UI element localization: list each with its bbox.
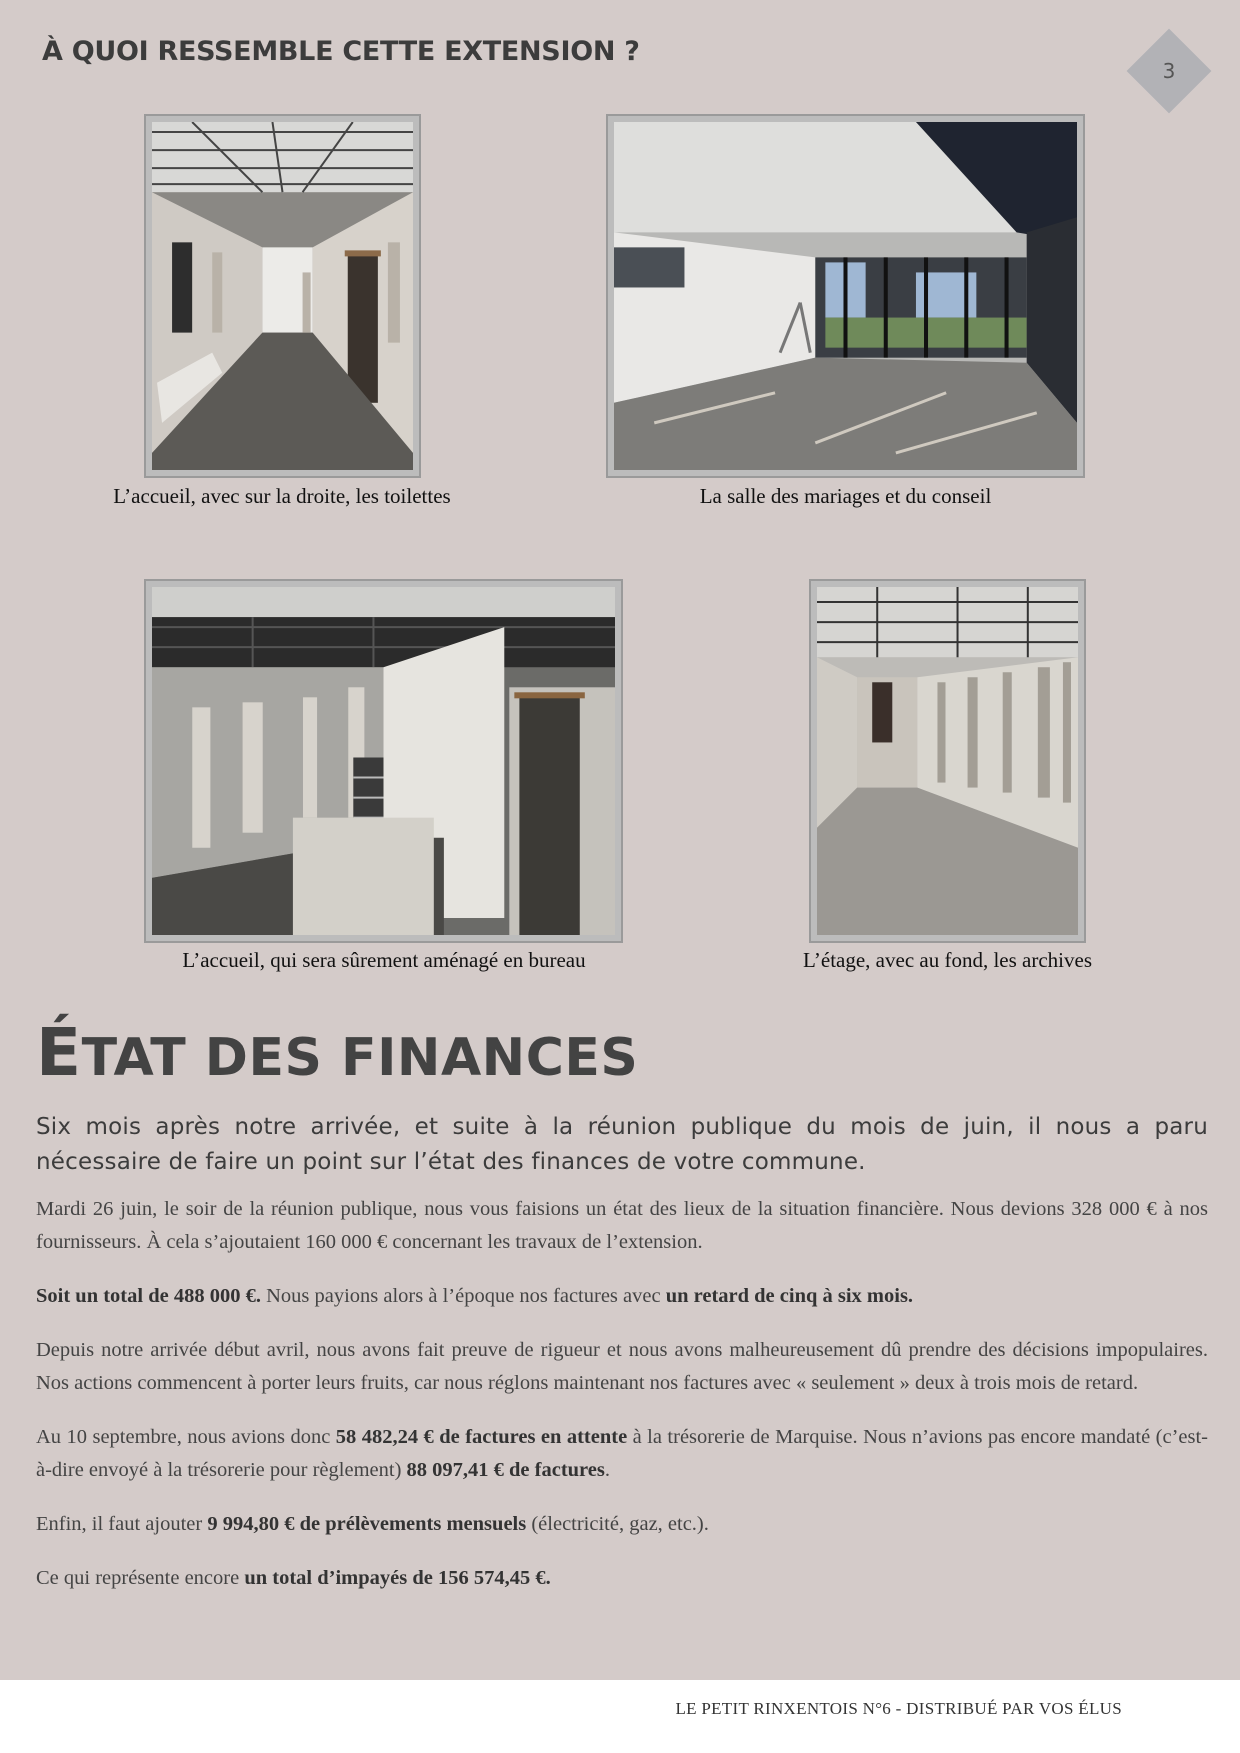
photo-etage-archives: [809, 579, 1086, 943]
finances-body: [36, 1193, 1208, 1616]
section-heading-extension: À QUOI RESSEMBLE CETTE EXTENSION ?: [42, 36, 640, 67]
paragraph-4: Au 10 septembre, nous avions donc 58 482,24 € de factures en attente à la trésorerie de Marquise. Nous n’avions pas encore mandaté (c’est-à-dire envoyé à la trésorerie pour règlement) 88 097,41 € de factures.: [36, 1426, 1208, 1481]
photo-accueil-corridor: [144, 114, 421, 478]
title-rest: TAT DES FINANCES: [81, 1028, 639, 1088]
photo-accueil-bureau: [144, 579, 623, 943]
caption-photo-4: L’étage, avec au fond, les archives: [802, 948, 1092, 972]
caption-photo-1: L’accueil, avec sur la droite, les toilettes: [113, 484, 451, 508]
paragraph-2: Soit un total de 488 000 €. Nous payions alors à l’époque nos factures avec un retard de cinq à six mois.: [36, 1285, 914, 1307]
total-impayes: un total d’impayés de 156 574,45 €.: [244, 1567, 551, 1589]
section-title-finances: [36, 1014, 639, 1091]
paragraph-3: Depuis notre arrivée début avril, nous avons fait preuve de rigueur et nous avons malheureusement dû prendre des décisions impopulaires. Nos actions commencent à porter leurs fruits, car nous réglons maintenant nos factures avec « seulement » deux à trois mois de retard.: [36, 1339, 1208, 1394]
paragraph-5: Enfin, il faut ajouter 9 994,80 € de prélèvements mensuels (électricité, gaz, etc.).: [36, 1513, 709, 1535]
footer-text: LE PETIT RINXENTOIS N°6 - DISTRIBUÉ PAR VOS ÉLUS: [675, 1699, 1122, 1718]
photo-salle-mariages: [606, 114, 1085, 478]
total-488000: Soit un total de 488 000 €.: [36, 1285, 261, 1307]
paragraph-1: Mardi 26 juin, le soir de la réunion publique, nous vous faisions un état des lieux de la situation financière. Nous devions 328 000 € à nos fournisseurs. À cela s’ajoutaient 160 000 € concernant les travaux de l’extension.: [36, 1198, 1208, 1253]
retard-cinq-six-mois: un retard de cinq à six mois.: [665, 1285, 914, 1307]
lead-paragraph: Six mois après notre arrivée, et suite à la réunion publique du mois de juin, il nous a paru nécessaire de faire un point sur l’état des finances de votre commune.: [36, 1114, 1208, 1175]
footer: [0, 1680, 1240, 1753]
paragraph-6: Ce qui représente encore un total d’impayés de 156 574,45 €.: [36, 1567, 551, 1589]
factures-en-attente: 58 482,24 € de factures en attente: [335, 1426, 628, 1448]
title-initial: É: [36, 1014, 82, 1091]
page-number: 3: [1162, 59, 1176, 83]
prelevements-mensuels: 9 994,80 € de prélèvements mensuels: [207, 1513, 527, 1535]
caption-photo-3: L’accueil, qui sera sûrement aménagé en bureau: [182, 948, 586, 972]
factures-non-mandatees: 88 097,41 € de factures: [406, 1459, 605, 1481]
page-number-badge: [1126, 28, 1212, 114]
caption-photo-2: La salle des mariages et du conseil: [699, 484, 992, 508]
